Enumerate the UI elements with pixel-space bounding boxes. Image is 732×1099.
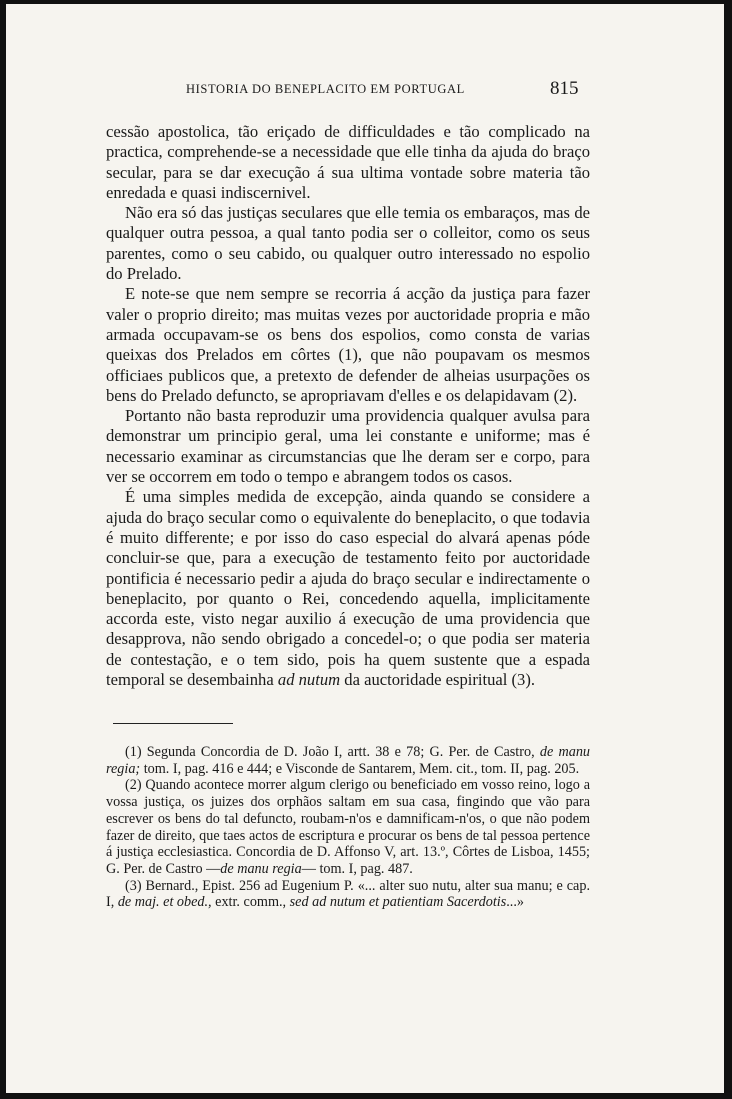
footnote-3-text-c: ...» [506,894,524,911]
footnote-2-text-b: — tom. I, pag. 487. [301,860,413,877]
footnote-2 [106,777,590,877]
paragraph-1: cessão apostolica, tão eriçado de difficuldades e tão complicado na practica, comprehende-se a necessidade que elle tinha da ajuda do braço secular, para se dar execução á sua ultima vontade sobre materia tão enredada e quasi indiscernivel. [106,122,590,202]
paragraph-5 [106,487,590,690]
paragraph-5-text-b: da auctoridade espiritual (3). [344,670,536,690]
paragraph-3: E note-se que nem sempre se recorria á acção da justiça para fazer valer o proprio direito; mas muitas vezes por auctoridade propria e mão armada occupavam-se os bens dos espolios, como consta de varias queixas dos Prelados em côrtes (1), que não poupavam os mesmos officiaes publicos que, a pretexto de defender de alheias usurpações os bens do Prelado defuncto, se apropriavam d'elles e os delapidavam (2). [106,284,590,405]
paragraph-5-text-a: É uma simples medida de excepção, ainda quando se considere a ajuda do braço secular como o equivalente do beneplacito, o que todavia é muito differente; e por isso do caso especial do alvará apenas póde concluir-se que, para a execução de testamento feito por auctoridade pontificia é necessario pedir a ajuda do braço secular e indirectamente o beneplacito, por quanto o Rei, concedendo aquella, implicitamente accorda este, visto negar auxilio á execução de uma providencia que desapprova, não sendo obrigado a concedel-o; o que podia ser materia de contestação, e o tem sido, pois ha quem sustente que a espada temporal se desembainha [106,487,590,690]
document-page [6,4,724,1093]
footnote-1-text-b: tom. I, pag. 416 e 444; e Visconde de Santarem, Mem. cit., tom. II, pag. 205. [143,760,580,777]
footnotes [106,744,590,911]
footnote-1-text-a: (1) Segunda Concordia de D. João I, artt. 38 e 78; G. Per. de Castro, [125,744,535,760]
paragraph-5-italic: ad nutum [277,670,341,690]
footnote-3-text-a: (3) Bernard., Epist. 256 ad Eugenium P. «... alter suo nutu, alter sua manu; e cap. I, [106,877,590,911]
paragraph-4: Portanto não basta reproduzir uma providencia qualquer avulsa para demonstrar um principio geral, uma lei constante e uniforme; mas é necessario examinar as circumstancias que lhe deram ser e corpo, para ver se occorrem em todo o tempo e abrangem todos os casos. [106,406,590,487]
footnote-2-text-a: (2) Quando acontece morrer algum clerigo ou beneficiado em vosso reino, logo a vossa justiça, os juizes dos orphãos saltam em sua casa, fingindo que vão para escrever os bens do tal defuncto, roubam-n'os e damnificam-n'os, o que não podem fazer de direito, que taes actos de escriptura e procurar os bens de tal pessoa pertence á justiça ecclesiastica. Concordia de D. Affonso V, art. 13.º, Côrtes de Lisboa, 1455; G. Per. de Castro — [106,777,590,877]
footnote-divider [113,723,233,724]
footnote-1 [106,744,590,777]
main-text [106,122,590,690]
paragraph-2: Não era só das justiças seculares que elle temia os embaraços, mas de qualquer outra pessoa, a qual tanto podia ser o colleitor, como os seus parentes, como o seu cabido, ou qualquer outro interessado no espolio do Prelado. [106,203,590,284]
footnote-2-italic: de manu regia [220,860,302,877]
footnote-3-italic-1: de maj. et obed., [117,894,212,911]
footnote-3-text-b: extr. comm., [215,894,287,911]
page-number: 815 [550,78,579,99]
footnote-3 [106,878,590,911]
footnote-1-italic: de manu regia; [106,744,591,777]
running-title: HISTORIA DO BENEPLACITO EM PORTUGAL [186,82,465,96]
footnote-3-italic-2: sed ad nutum et patientiam Sacerdotis [289,894,507,911]
